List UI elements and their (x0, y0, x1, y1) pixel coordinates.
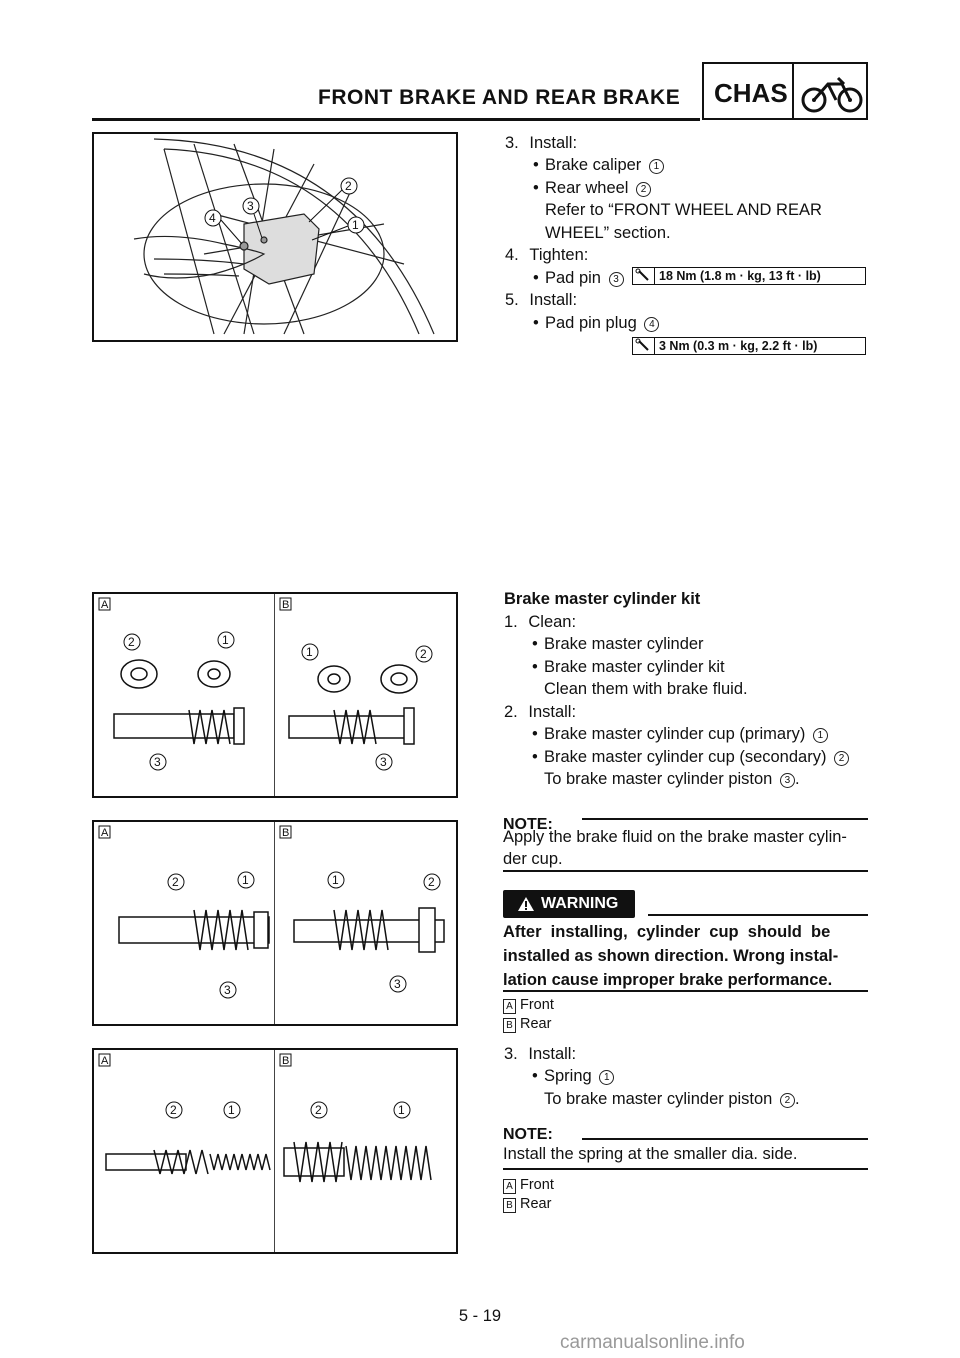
note-label: NOTE: (503, 816, 553, 833)
note-text: Install the spring at the smaller dia. side. (503, 1145, 798, 1163)
warning-line: installed as shown direction. Wrong instal- (503, 947, 839, 965)
legend-key: B (503, 1198, 516, 1213)
note-rule-bottom (503, 870, 868, 872)
section-heading: Brake master cylinder kit (504, 590, 701, 608)
install-section (505, 132, 870, 347)
legend-text: Front (520, 997, 554, 1013)
list-item (545, 312, 659, 335)
figure-cup-orientation (92, 820, 458, 1026)
step-4-tighten (505, 244, 588, 267)
ref-number: 2 (636, 182, 651, 197)
callout-2: 2 (128, 635, 135, 649)
step-number: 2. (504, 703, 518, 721)
ref-number: 2 (780, 1093, 795, 1108)
figure-cylinder-kit (92, 592, 458, 798)
item-text: Brake master cylinder cup (primary) (544, 725, 806, 743)
callout-3: 3 (380, 755, 387, 769)
legend-item (503, 1015, 554, 1034)
wrench-icon (633, 268, 655, 284)
step-number: 3. (504, 1045, 518, 1063)
badge-divider (792, 64, 794, 118)
legend-item (503, 1195, 554, 1214)
ref-number: 4 (644, 317, 659, 332)
callout-1: 1 (306, 645, 313, 659)
legend (503, 1176, 554, 1214)
step-number: 4. (505, 246, 519, 264)
callout-2: 2 (170, 1103, 177, 1117)
step-2-install (504, 701, 576, 724)
legend-key: A (503, 999, 516, 1014)
step-3-install (505, 132, 577, 155)
spring-note: To brake master cylinder piston 2 . (544, 1090, 800, 1108)
legend-key: B (503, 1018, 516, 1033)
step-number: 1. (504, 613, 518, 631)
legend-text: Rear (520, 1016, 552, 1032)
warning-rule-top (648, 914, 868, 916)
clean-note: Clean them with brake fluid. (544, 680, 748, 698)
callout-2: 2 (172, 875, 179, 889)
panel-b-label: B (282, 599, 290, 611)
step-number: 3. (505, 134, 519, 152)
section-badge (702, 62, 868, 120)
warning-icon (517, 896, 535, 912)
warning-rule-bottom (503, 990, 868, 992)
step-label: Install: (528, 1045, 577, 1063)
warning-line: lation cause improper brake performance. (503, 971, 833, 989)
note-text: To brake master cylinder piston (544, 1090, 773, 1108)
callout-1: 1 (352, 218, 359, 232)
legend (503, 996, 554, 1034)
warning-label: WARNING (541, 895, 619, 912)
callout-1: 1 (398, 1103, 405, 1117)
warning-line: After installing, cylinder cup should be (503, 923, 831, 941)
legend-item (503, 996, 554, 1015)
legend-text: Rear (520, 1196, 552, 1212)
torque-spec-pad-pin (632, 267, 866, 285)
note-text: der cup. (503, 850, 563, 868)
callout-3: 3 (394, 977, 401, 991)
step-label: Install: (529, 291, 578, 309)
note-label: NOTE: (503, 1126, 553, 1143)
panel-a-label: A (101, 827, 109, 839)
list-item (544, 723, 828, 746)
install-note: To brake master cylinder piston 3 . (544, 770, 800, 788)
torque-value: 18 Nm (1.8 m · kg, 13 ft · lb) (659, 269, 821, 283)
spring-illustration (94, 1050, 460, 1256)
step-1-clean (504, 611, 576, 634)
list-item: • Brake master cylinder (544, 633, 704, 656)
legend-text: Front (520, 1177, 554, 1193)
panel-a-label: A (101, 1055, 109, 1067)
step-3-install (504, 1043, 576, 1066)
note-rule-top (582, 1138, 868, 1140)
note-rule-bottom (503, 1168, 868, 1170)
ref-number: 1 (813, 728, 828, 743)
callout-3: 3 (224, 983, 231, 997)
watermark: carmanualsonline.info (560, 1332, 745, 1353)
callout-4: 4 (209, 211, 216, 225)
item-text: Rear wheel (545, 179, 629, 197)
wrench-icon (633, 338, 655, 354)
warning-text (503, 920, 868, 992)
motorcycle-icon (798, 70, 866, 116)
list-item (544, 1065, 614, 1088)
step-label: Install: (528, 703, 577, 721)
figure-caliper (92, 132, 458, 342)
callout-3: 3 (154, 755, 161, 769)
step-label: Tighten: (529, 246, 589, 264)
callout-1: 1 (332, 873, 339, 887)
torque-value: 3 Nm (0.3 m · kg, 2.2 ft · lb) (659, 339, 818, 353)
section-code: CHAS (714, 78, 788, 108)
step-label: Clean: (528, 613, 577, 631)
item-text: Brake caliper (545, 156, 642, 174)
callout-1: 1 (242, 873, 249, 887)
callout-2: 2 (315, 1103, 322, 1117)
list-item: • Brake master cylinder kit (544, 656, 725, 679)
list-item (544, 746, 849, 769)
ref-number: 1 (649, 159, 664, 174)
ref-number: 2 (834, 751, 849, 766)
legend-item (503, 1176, 554, 1195)
panel-a-label: A (101, 599, 109, 611)
list-item (545, 154, 664, 177)
header-rule (92, 118, 700, 121)
note-text: To brake master cylinder piston (544, 770, 773, 788)
spring-section (504, 1043, 869, 1113)
refer-text: Refer to “FRONT WHEEL AND REAR (545, 201, 822, 219)
item-text: Pad pin plug (545, 314, 637, 332)
item-text: Spring (544, 1067, 592, 1085)
page-title: FRONT BRAKE AND REAR BRAKE (318, 86, 681, 109)
page-number: 5 - 19 (458, 1307, 502, 1325)
callout-1: 1 (228, 1103, 235, 1117)
refer-text: WHEEL” section. (545, 224, 671, 242)
cylinder-kit-illustration (94, 594, 460, 800)
item-text: Pad pin (545, 269, 601, 287)
panel-b-label: B (282, 827, 290, 839)
callout-3: 3 (247, 199, 254, 213)
step-5-install (505, 289, 577, 312)
callout-1: 1 (222, 633, 229, 647)
warning-badge (503, 890, 635, 918)
caliper-illustration (94, 134, 460, 344)
item-text: Brake master cylinder cup (secondary) (544, 748, 827, 766)
cup-orientation-illustration (94, 822, 460, 1028)
list-item (545, 267, 624, 290)
callout-2: 2 (345, 179, 352, 193)
ref-number: 1 (599, 1070, 614, 1085)
torque-spec-plug (632, 337, 866, 355)
step-label: Install: (529, 134, 578, 152)
note-rule-top (582, 818, 868, 820)
ref-number: 3 (609, 272, 624, 287)
ref-number: 3 (780, 773, 795, 788)
callout-2: 2 (420, 647, 427, 661)
list-item (545, 177, 651, 200)
step-number: 5. (505, 291, 519, 309)
panel-b-label: B (282, 1055, 290, 1067)
note-text: Apply the brake fluid on the brake master cylin- (503, 828, 847, 846)
legend-key: A (503, 1179, 516, 1194)
figure-spring (92, 1048, 458, 1254)
callout-2: 2 (428, 875, 435, 889)
